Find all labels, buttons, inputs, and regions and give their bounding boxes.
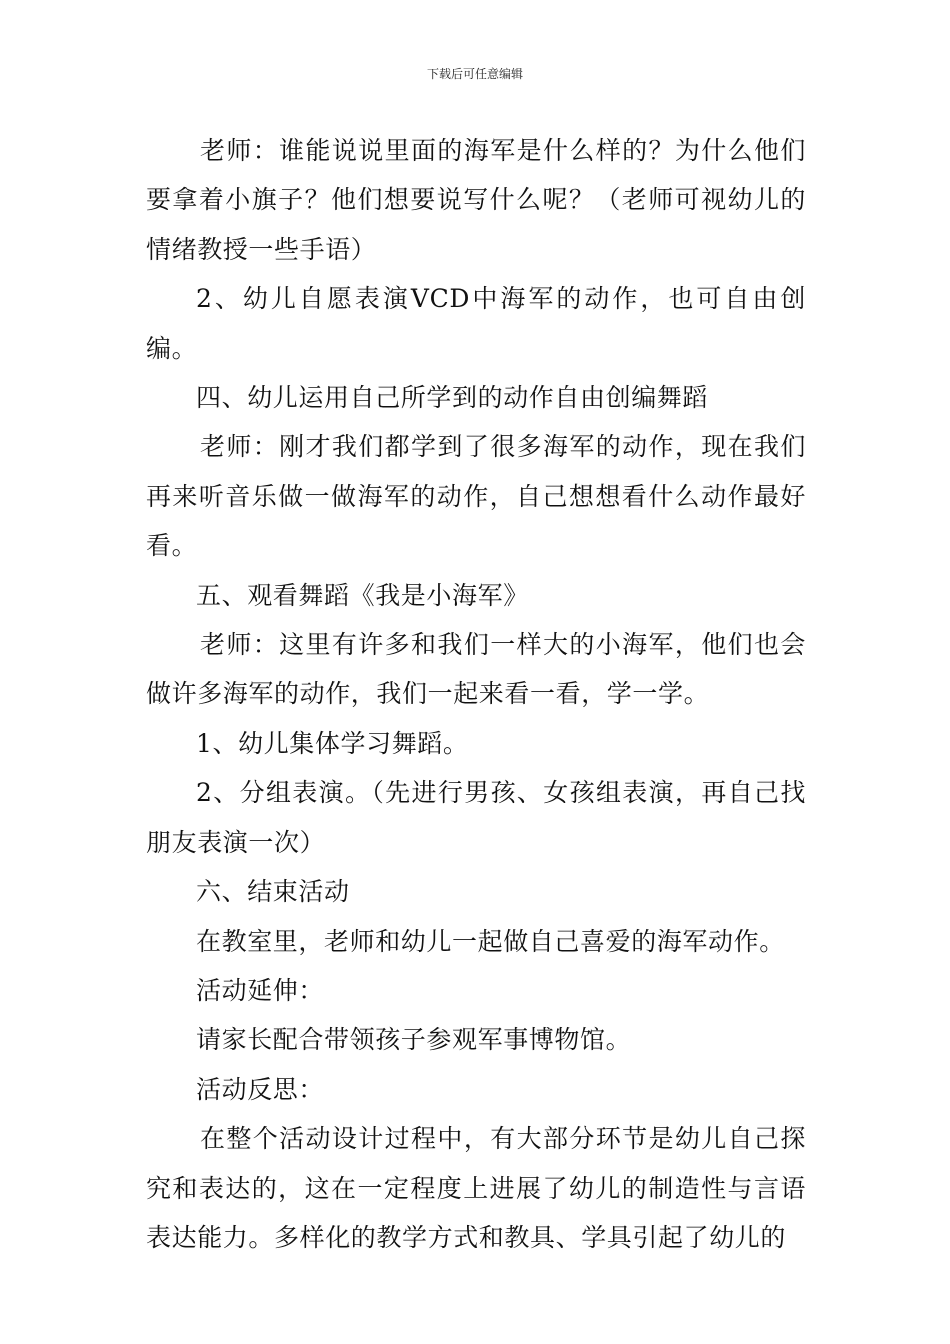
paragraph-section-six: 六、结束活动 — [196, 877, 350, 907]
paragraph-reflection-text: 在整个活动设计过程中，有大部分环节是幼儿自己探究和表达的，这在一定程度上进展了幼儿的制造性与言语表达能力。多样化的教学方式和教具、学具引起了幼儿的 — [146, 1124, 806, 1252]
paragraph-classroom: 在教室里，老师和幼儿一起做自己喜爱的海军动作。 — [196, 926, 785, 956]
paragraph-step-2-perform: 2、幼儿自愿表演VCD中海军的动作，也可自由创编。 — [146, 284, 806, 363]
document-body — [146, 126, 806, 1262]
paragraph-step-2-groups: 2、分组表演。（先进行男孩、女孩组表演，再自己找朋友表演一次） — [146, 778, 806, 857]
paragraph-section-five: 五、观看舞蹈《我是小海军》 — [196, 580, 529, 610]
paragraph-extension-text: 请家长配合带领孩子参观军事博物馆。 — [196, 1025, 632, 1055]
paragraph-teacher-question: 老师：谁能说说里面的海军是什么样的？为什么他们要拿着小旗子？他们想要说写什么呢？（老师可视幼儿的情绪教授一些手语） — [146, 136, 806, 264]
paragraph-extension-heading: 活动延伸： — [196, 975, 325, 1005]
page-header-note: 下载后可任意编辑 — [426, 67, 523, 81]
paragraph-teacher-watch: 老师：这里有许多和我们一样大的小海军，他们也会做许多海军的动作，我们一起来看一看，学一学。 — [146, 630, 806, 709]
paragraph-reflection-heading: 活动反思： — [196, 1074, 325, 1104]
paragraph-section-four: 四、幼儿运用自己所学到的动作自由创编舞蹈 — [196, 383, 709, 413]
paragraph-teacher-music: 老师：刚才我们都学到了很多海军的动作，现在我们再来听音乐做一做海军的动作，自己想想看什么动作最好看。 — [146, 432, 806, 561]
paragraph-step-1-learn: 1、幼儿集体学习舞蹈。 — [196, 728, 469, 758]
